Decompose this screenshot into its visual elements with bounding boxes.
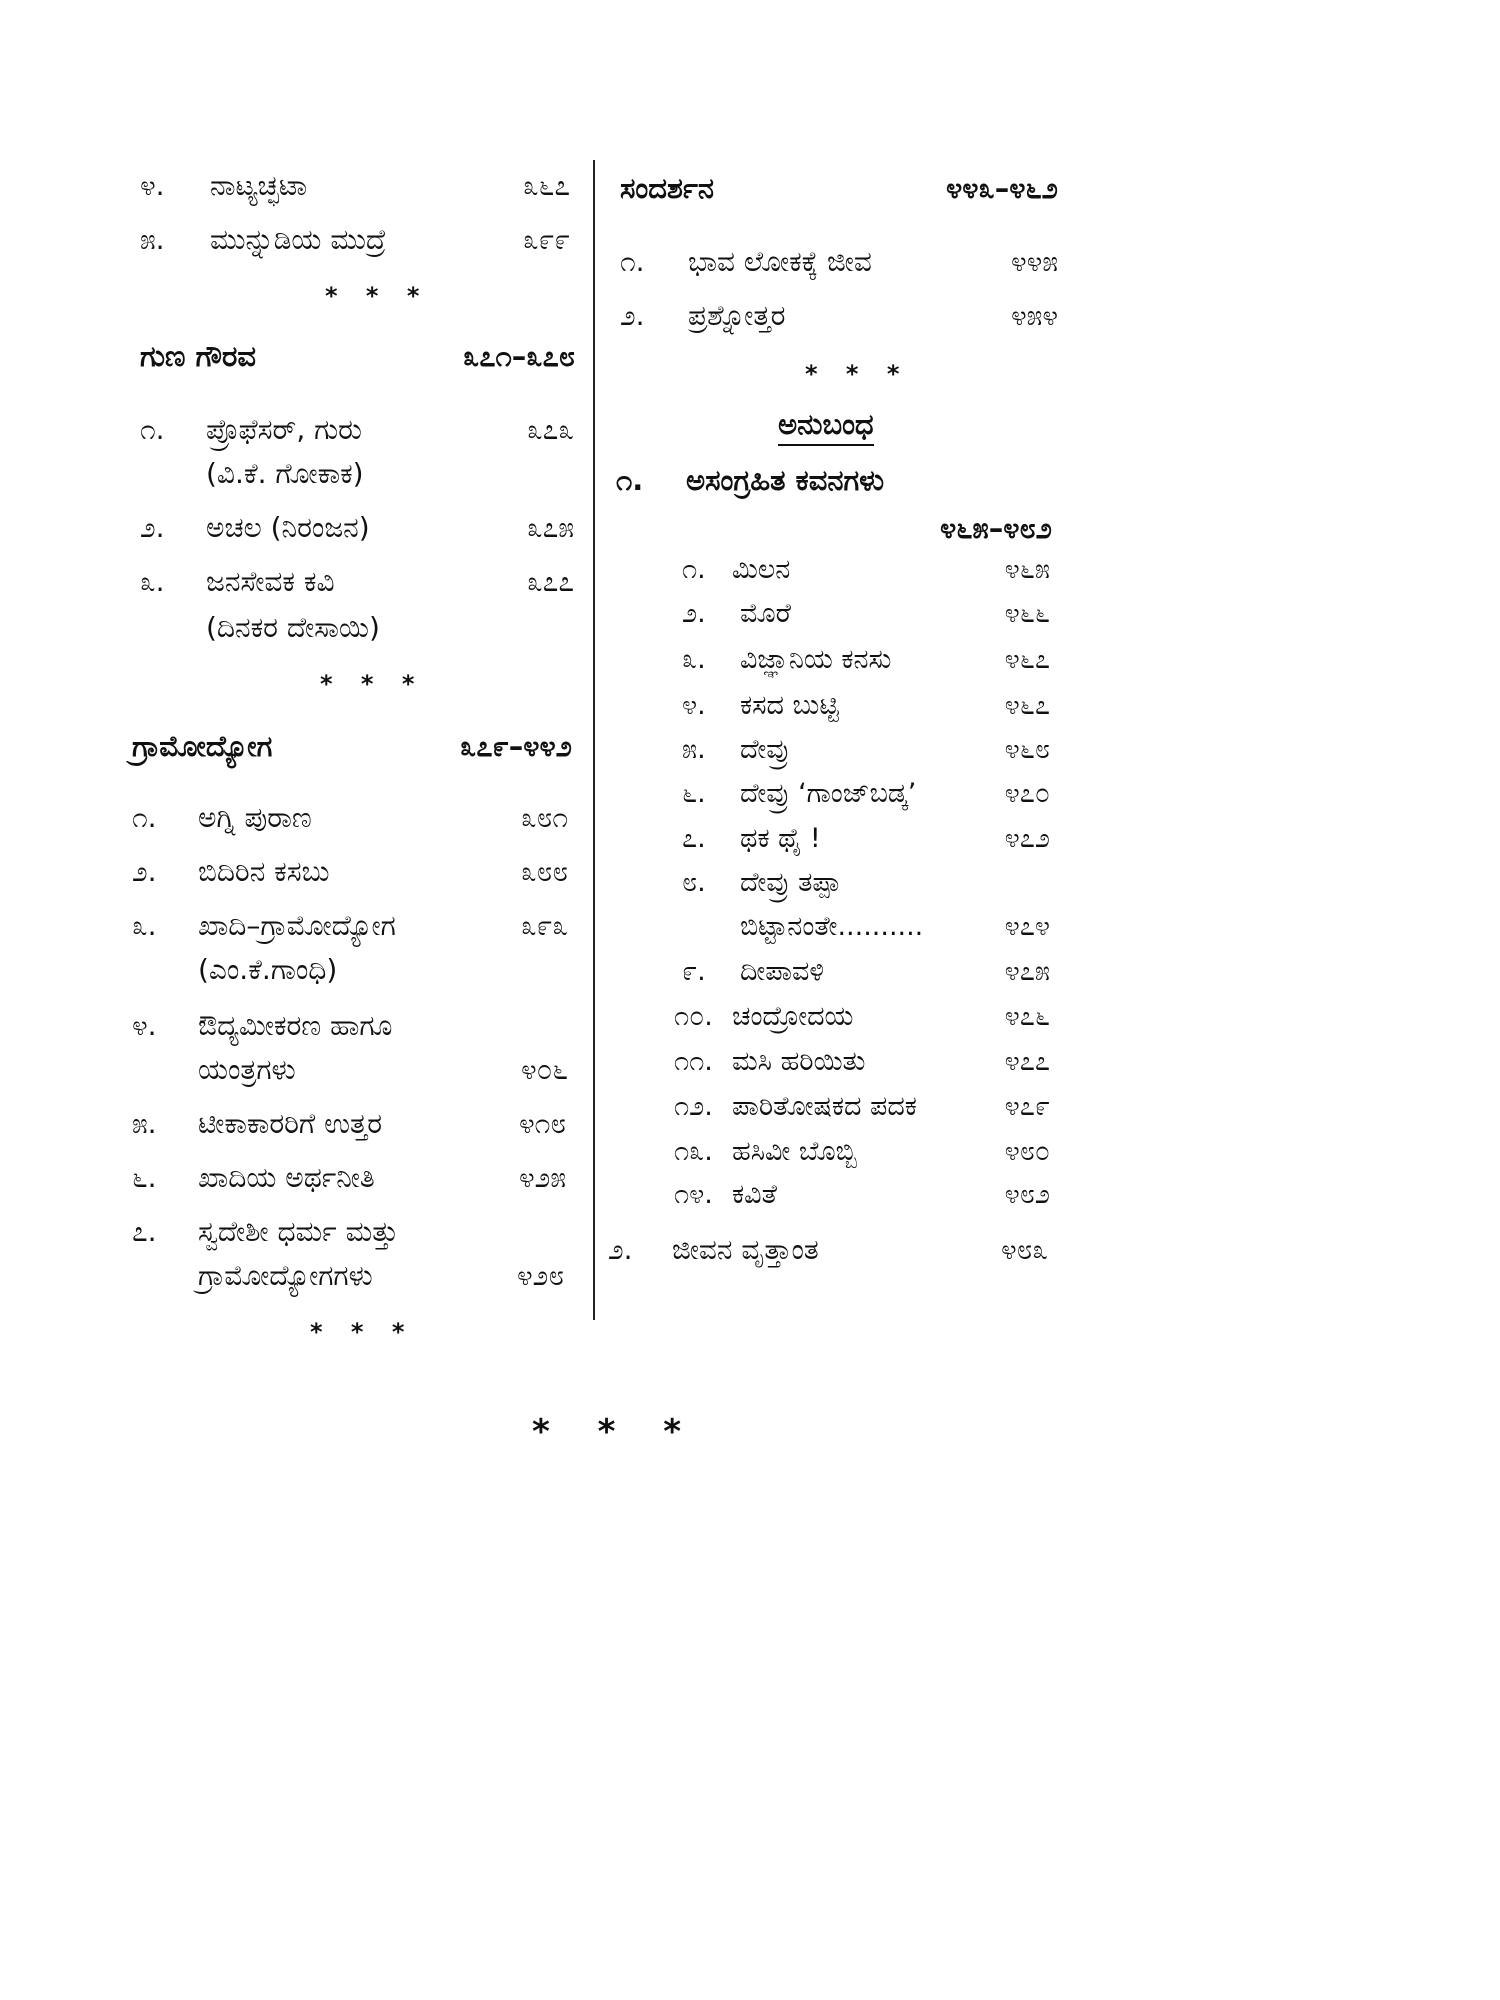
toc-page: ೪೪೫: [1010, 245, 1058, 278]
toc-number: ೬.: [132, 1161, 157, 1194]
toc-number: ೪.: [132, 1009, 157, 1042]
poem-number: ೯.: [682, 956, 706, 987]
column-divider: [593, 160, 595, 1320]
toc-title: ಜನಸೇವಕ ಕವಿ: [206, 565, 335, 598]
section-page-range: ೩೭೧–೩೭೮: [463, 339, 575, 373]
poem-page: ೪೬೭: [1004, 644, 1050, 675]
poem-page: ೪೮೦: [1004, 1136, 1050, 1167]
poem-subtitle: ಬಿಟ್ಟಾನಂತೇ..........: [740, 911, 924, 942]
section-separator: * * *: [320, 670, 425, 698]
toc-number: ೧.: [132, 801, 157, 834]
poem-page: ೪೭೯: [1004, 1091, 1050, 1122]
toc-page: ೪೧೮: [518, 1107, 566, 1140]
poem-title: ಕಸದ ಬುಟ್ಟಿ: [740, 690, 839, 721]
toc-title: ಅಚಲ (ನಿರಂಜನ): [206, 511, 370, 544]
poem-title: ದೇವ್ರು: [740, 734, 790, 765]
toc-number: ೨.: [608, 1233, 633, 1266]
toc-number: ೫.: [132, 1107, 157, 1140]
poem-title: ದೀಪಾವಳಿ: [740, 956, 825, 987]
toc-page: ೪೮೩: [1000, 1233, 1048, 1266]
toc-page: ೪೦೬: [520, 1053, 568, 1086]
poem-page: ೪೭೬: [1004, 1001, 1050, 1032]
toc-page: ೩೮೮: [520, 855, 568, 888]
toc-number: ೧.: [140, 413, 165, 446]
toc-title: ಔದ್ಯಮೀಕರಣ ಹಾಗೂ: [198, 1009, 393, 1042]
poem-title: ಹಸಿವೀ ಬೊಬ್ಬಿ: [732, 1136, 857, 1167]
toc-number: ೨.: [132, 855, 157, 888]
toc-page: ೩೭೫: [526, 511, 574, 544]
poem-number: ೪.: [682, 690, 706, 721]
toc-page: ೩೭೩: [526, 413, 574, 446]
poem-number: ೮.: [682, 867, 706, 898]
poem-title: ಥಕ ಥೈ !: [740, 823, 821, 854]
toc-page: ೪೨೫: [518, 1161, 566, 1194]
poem-page: ೪೬೫: [1004, 554, 1050, 585]
poem-title: ದೇವ್ರು ‘ಗಾಂಜ್‌ಬಡ್ಕ’: [740, 778, 917, 809]
section-separator: * * *: [310, 1318, 415, 1346]
section-heading: ಸಂದರ್ಶನ: [620, 171, 715, 205]
toc-page: ೪೫೪: [1010, 299, 1058, 332]
poem-page: ೪೭೦: [1004, 778, 1050, 809]
footer-separator: * * *: [532, 1412, 700, 1452]
poem-number: ೨.: [682, 598, 706, 629]
poem-title: ಮಿಲನ: [732, 554, 791, 585]
toc-number: ೧.: [616, 463, 644, 497]
poem-page: ೪೭೭: [1004, 1046, 1050, 1077]
toc-title: ಟೀಕಾಕಾರರಿಗೆ ಉತ್ತರ: [198, 1107, 383, 1140]
toc-title: ಖಾದಿ–ಗ್ರಾಮೋದ್ಯೋಗ: [198, 909, 396, 942]
poem-page: ೪೮೨: [1004, 1179, 1050, 1210]
toc-number: ೧.: [620, 245, 645, 278]
toc-title: ಖಾದಿಯ ಅರ್ಥನೀತಿ: [198, 1161, 375, 1194]
toc-title: ನಾಟ್ಯಚ್ಛಟಾ: [210, 169, 308, 202]
poem-page: ೪೭೪: [1004, 911, 1050, 942]
poem-number: ೬.: [682, 778, 706, 809]
poem-page: ೪೭೨: [1004, 823, 1050, 854]
toc-subtitle: (ದಿನಕರ ದೇಸಾಯಿ): [206, 611, 380, 644]
section-page-range: ೪೪೩–೪೬೨: [946, 171, 1058, 205]
poem-number: ೭.: [682, 823, 706, 854]
poem-number: ೧೪.: [674, 1179, 713, 1210]
toc-number: ೩.: [132, 909, 157, 942]
toc-page: ೪೨೮: [516, 1259, 564, 1292]
poem-page: ೪೬೬: [1004, 598, 1050, 629]
toc-page: ೩೯೩: [520, 909, 568, 942]
appendix-part-title: ಜೀವನ ವೃತ್ತಾಂತ: [672, 1233, 819, 1266]
poem-page: ೪೬೮: [1004, 734, 1050, 765]
toc-subtitle: (ಎಂ.ಕೆ.ಗಾಂಧಿ): [198, 953, 338, 986]
poem-number: ೧೨.: [674, 1091, 713, 1122]
poem-title: ವಿಜ್ಞಾನಿಯ ಕನಸು: [740, 644, 892, 675]
toc-page: ೩೭೭: [526, 565, 574, 598]
toc-title: ಭಾವ ಲೋಕಕ್ಕೆ ಜೀವ: [688, 245, 872, 278]
toc-title: ಪ್ರೊಫೆಸರ್, ಗುರು: [206, 413, 362, 446]
toc-number: ೫.: [140, 223, 165, 256]
toc-number: ೪.: [140, 169, 165, 202]
poem-number: ೧.: [682, 554, 706, 585]
poem-title: ದೇವ್ರು ತಪ್ಪಾ: [740, 867, 842, 898]
section-separator: * * *: [325, 282, 430, 310]
poem-title: ಪಾರಿತೋಷಕದ ಪದಕ: [732, 1091, 917, 1122]
toc-title: ಸ್ವದೇಶೀ ಧರ್ಮ ಮತ್ತು: [198, 1215, 399, 1248]
poem-number: ೧೧.: [674, 1046, 713, 1077]
section-page-range: ೩೭೯–೪೪೨: [460, 729, 572, 763]
toc-number: ೨.: [620, 299, 645, 332]
poem-title: ಮೊರೆ: [740, 598, 792, 629]
section-page-range: ೪೬೫–೪೮೨: [940, 511, 1052, 545]
toc-number: ೨.: [140, 511, 165, 544]
toc-subtitle: (ವಿ.ಕೆ. ಗೋಕಾಕ): [206, 457, 364, 490]
toc-page: ೩೬೭: [522, 169, 570, 202]
section-heading: ಗುಣ ಗೌರವ: [140, 339, 257, 373]
toc-subtitle: ಯಂತ್ರಗಳು: [198, 1053, 296, 1086]
poem-number: ೫.: [682, 734, 706, 765]
poem-number: ೩.: [682, 644, 706, 675]
toc-number: ೭.: [132, 1215, 157, 1248]
section-separator: * * *: [805, 360, 910, 388]
poem-title: ಚಂದ್ರೋದಯ: [732, 1001, 854, 1032]
section-heading: ಗ್ರಾಮೋದ್ಯೋಗ: [132, 729, 273, 763]
toc-title: ಅಗ್ನಿ ಪುರಾಣ: [198, 801, 312, 834]
poem-title: ಕವಿತೆ: [732, 1179, 777, 1210]
appendix-heading: ಅನುಬಂಧ: [778, 406, 874, 446]
toc-page: ೩೯೯: [522, 223, 570, 256]
poem-title: ಮಸಿ ಹರಿಯಿತು: [732, 1046, 866, 1077]
toc-title: ಪ್ರಶ್ನೋತ್ತರ: [688, 299, 786, 332]
poem-page: ೪೬೭: [1004, 690, 1050, 721]
toc-subtitle: ಗ್ರಾಮೋದ್ಯೋಗಗಳು: [198, 1259, 373, 1292]
toc-page: ೩೮೧: [520, 801, 568, 834]
toc-title: ಬಿದಿರಿನ ಕಸಬು: [198, 855, 330, 888]
poem-page: ೪೭೫: [1004, 956, 1050, 987]
poem-number: ೧೦.: [674, 1001, 713, 1032]
appendix-part-title: ಅಸಂಗ್ರಹಿತ ಕವನಗಳು: [686, 463, 885, 497]
poem-number: ೧೩.: [674, 1136, 713, 1167]
toc-number: ೩.: [140, 565, 165, 598]
toc-title: ಮುನ್ನುಡಿಯ ಮುದ್ರೆ: [210, 223, 387, 256]
